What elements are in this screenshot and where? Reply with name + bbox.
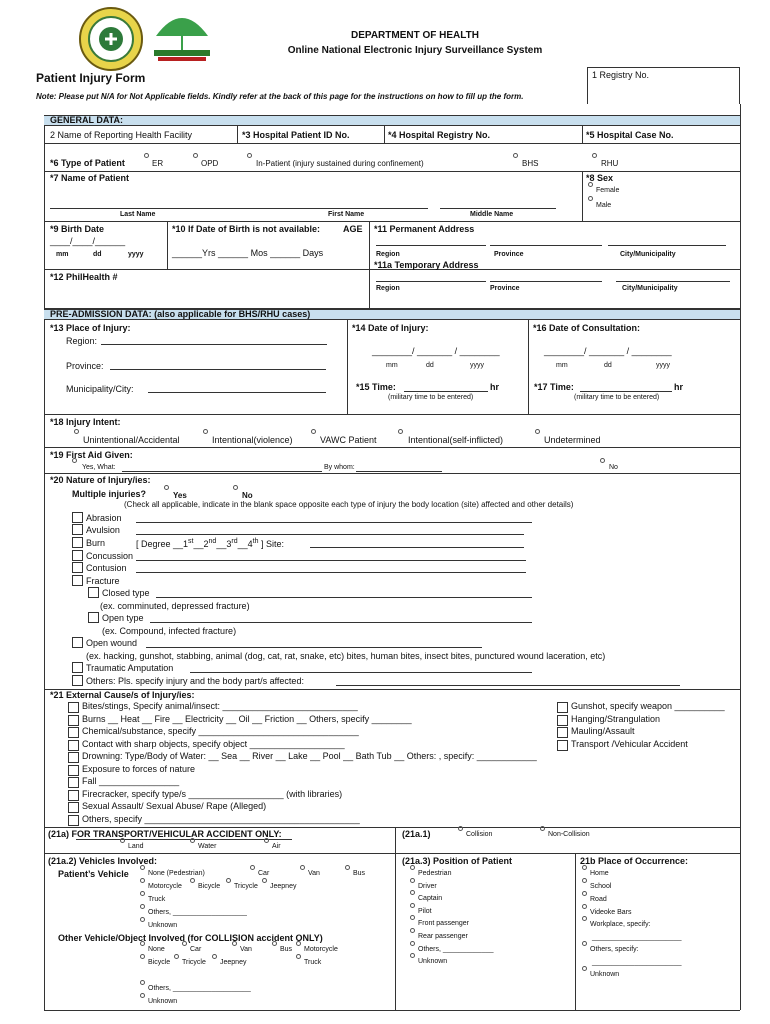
pv-others-radio[interactable] <box>140 904 145 909</box>
degree-th: th <box>252 538 259 545</box>
first-aid-yes-label: Yes, What: <box>82 464 116 471</box>
position-opt-label: Captain <box>418 895 443 903</box>
nature-instruction: (Check all applicable, indicate in the blank space opposite each type of injury the body location (site) affected and other details) <box>124 500 574 509</box>
ov-opt-label: None <box>148 946 165 953</box>
birth-mm: mm <box>56 251 69 258</box>
field-11a-label: *11a Temporary Address <box>374 260 479 270</box>
field-10-label: *10 If Date of Birth is not available: <box>172 224 321 234</box>
burn-site-label: ] Site: <box>260 539 284 549</box>
consult-time-hr: hr <box>674 382 683 392</box>
ov-unknown-radio[interactable] <box>140 993 145 998</box>
first-aid-bywhom-label: By whom: <box>324 464 355 471</box>
external-left-checkbox[interactable] <box>68 715 79 726</box>
external-left-label: Others, specify ___________________________________________ <box>82 814 360 824</box>
place-opt-radio[interactable] <box>582 865 587 870</box>
pv-opt-radio[interactable] <box>190 878 195 883</box>
external-left-label: Firecracker, specify type/s ___________________ (with libraries) <box>82 789 343 799</box>
open-type-example: (ex. Compound, infected fracture) <box>102 626 237 636</box>
pv-opt-radio[interactable] <box>250 865 255 870</box>
type-inpatient-label: In-Patient (injury sustained during confinement) <box>256 159 424 168</box>
pv-opt-label: Motorcycle <box>148 883 182 890</box>
intent-self-label: Intentional(self-inflicted) <box>408 435 504 445</box>
field-7-label: *7 Name of Patient <box>50 173 130 183</box>
field-15-label: *15 Time: <box>356 382 396 392</box>
general-data-heading: GENERAL DATA: <box>50 115 123 125</box>
type-rhu-label: RHU <box>601 159 619 168</box>
ov-opt-label: Car <box>190 946 202 953</box>
birth-date-blank[interactable]: ____/____/______ <box>50 236 126 246</box>
avulsion-checkbox[interactable] <box>72 524 83 535</box>
sex-female-radio[interactable] <box>588 182 593 187</box>
place-opt-label: Unknown <box>590 971 620 978</box>
age-label: AGE <box>343 224 363 234</box>
field-13-label: *13 Place of Injury: <box>50 323 131 333</box>
concussion-checkbox[interactable] <box>72 550 83 561</box>
ov-opt-label: Jeepney <box>220 959 247 966</box>
ov-opt-radio[interactable] <box>296 954 301 959</box>
pv-opt-label: Van <box>308 870 320 877</box>
birth-dd: dd <box>93 251 102 258</box>
place-opt-label: School <box>590 883 612 890</box>
mode-land-radio[interactable] <box>120 838 125 843</box>
position-opt-radio[interactable] <box>410 903 415 908</box>
collision-radio[interactable] <box>458 826 463 831</box>
external-left-label: Chemical/substance, specify ________________________________ <box>82 726 359 736</box>
injury-city-line[interactable] <box>148 392 326 393</box>
fracture-checkbox[interactable] <box>72 575 83 586</box>
intent-unintentional-radio[interactable] <box>74 429 79 434</box>
burn-checkbox[interactable] <box>72 537 83 548</box>
external-left-checkbox[interactable] <box>68 790 79 801</box>
abrasion-checkbox[interactable] <box>72 512 83 523</box>
field-21b-label: 21b Place of Occurrence: <box>580 856 689 866</box>
field-2-input[interactable] <box>46 140 234 143</box>
type-opd-radio[interactable] <box>193 153 198 158</box>
ov-others-label: Others, ____________________ <box>148 985 251 992</box>
field-20-label: *20 Nature of Injury/ies: <box>50 475 151 485</box>
preadmission-heading: PRE-ADMISSION DATA: (also applicable for BHS/RHU cases) <box>50 309 311 319</box>
multiple-yes-label: Yes <box>173 491 187 500</box>
patient-vehicle-label: Patient’s Vehicle <box>58 869 129 879</box>
type-bhs-label: BHS <box>522 159 539 168</box>
external-right-checkbox[interactable] <box>557 702 568 713</box>
burn-site-line[interactable] <box>310 547 524 548</box>
place-opt-radio[interactable] <box>582 941 587 946</box>
external-right-label: Mauling/Assault <box>571 726 635 736</box>
first-name-line[interactable] <box>258 208 428 209</box>
other-vehicle-label: Other Vehicle/Object Involved (for COLLISION accident ONLY) <box>58 933 323 943</box>
nature-others-label: Others: Pls. specify injury and the body part/s affected: <box>86 676 304 686</box>
external-right-label: Transport /Vehicular Accident <box>571 739 688 749</box>
burn-degree-prefix: [ Degree __1 <box>136 539 189 549</box>
amputation-checkbox[interactable] <box>72 662 83 673</box>
place-opt-radio[interactable] <box>582 904 587 909</box>
pv-opt-label: Bus <box>353 870 366 877</box>
perm-province-caption: Province <box>494 251 524 258</box>
position-opt-radio[interactable] <box>410 915 415 920</box>
external-left-checkbox[interactable] <box>68 765 79 776</box>
consult-time-line[interactable] <box>580 391 672 392</box>
pv-opt-radio[interactable] <box>300 865 305 870</box>
pv-opt-label: Jeepney <box>270 883 297 890</box>
age-fields[interactable]: ______Yrs ______ Mos ______ Days <box>172 248 324 258</box>
type-opd-label: OPD <box>201 159 219 168</box>
field-11-label: *11 Permanent Address <box>374 224 475 234</box>
type-bhs-radio[interactable] <box>513 153 518 158</box>
open-wound-checkbox[interactable] <box>72 637 83 648</box>
place-opt-label: Workplace, specify: <box>590 921 651 928</box>
field-21-label: *21 External Cause/s of Injury/ies: <box>50 690 195 700</box>
ov-opt-label: Motorcycle <box>304 946 338 953</box>
open-wound-example: (ex. hacking, gunshot, stabbing, animal (dog, cat, rat, snake, etc) bites, human bites, insect bites, punctured wound laceration, etc) <box>86 651 606 661</box>
fracture-label: Fracture <box>86 576 120 586</box>
position-opt-radio[interactable] <box>410 941 415 946</box>
abrasion-label: Abrasion <box>86 513 122 523</box>
ov-opt-radio[interactable] <box>140 941 145 946</box>
intent-undetermined-radio[interactable] <box>535 429 540 434</box>
burn-degree-group[interactable] <box>136 538 284 549</box>
department-title: DEPARTMENT OF HEALTH <box>351 30 479 41</box>
pv-opt-label: Car <box>258 870 270 877</box>
position-opt-label: Pedestrian <box>418 870 452 877</box>
field-19-label: *19 First Aid Given: <box>50 450 133 460</box>
type-er-radio[interactable] <box>144 153 149 158</box>
pv-opt-label: Tricycle <box>234 883 258 890</box>
position-opt-label: Front passenger <box>418 920 469 928</box>
ov-opt-radio[interactable] <box>272 941 277 946</box>
field-21a1-label: (21a.1) <box>402 829 431 839</box>
position-opt-radio[interactable] <box>410 878 415 883</box>
field-6-label: *6 Type of Patient <box>50 158 125 168</box>
place-specify-line[interactable]: _______________________ <box>592 959 682 966</box>
pv-opt-label: None (Pedestrian) <box>148 870 205 877</box>
injury-mm: mm <box>386 362 398 369</box>
perm-region-line[interactable] <box>376 245 486 246</box>
pv-opt-radio[interactable] <box>140 878 145 883</box>
ov-opt-label: Bus <box>280 946 293 953</box>
consult-yyyy: yyyy <box>656 362 670 369</box>
first-aid-no-label: No <box>609 464 618 471</box>
mode-air-label: Air <box>272 843 281 850</box>
avulsion-label: Avulsion <box>86 525 120 535</box>
form-title: Patient Injury Form <box>36 71 146 85</box>
intent-self-radio[interactable] <box>398 429 403 434</box>
consult-mm: mm <box>556 362 568 369</box>
frame-right <box>740 104 741 1010</box>
external-left-checkbox[interactable] <box>68 752 79 763</box>
external-right-checkbox[interactable] <box>557 740 568 751</box>
ov-opt-label: Van <box>240 946 252 953</box>
ov-opt-radio[interactable] <box>232 941 237 946</box>
external-left-label: Contact with sharp objects, specify object ___________________ <box>82 739 345 749</box>
sex-female-label: Female <box>596 187 620 194</box>
open-wound-line[interactable] <box>146 647 482 648</box>
field-3-label: *3 Hospital Patient ID No. <box>242 130 350 140</box>
ov-opt-label: Truck <box>304 959 322 966</box>
last-name-caption: Last Name <box>120 211 156 218</box>
concussion-line[interactable] <box>136 560 526 561</box>
closed-type-checkbox[interactable] <box>88 587 99 598</box>
open-type-checkbox[interactable] <box>88 612 99 623</box>
perm-region-caption: Region <box>376 251 400 258</box>
place-opt-radio[interactable] <box>582 916 587 921</box>
open-wound-label: Open wound <box>86 638 138 648</box>
pv-truck-label: Truck <box>148 896 166 903</box>
pv-opt-radio[interactable] <box>140 865 145 870</box>
external-left-checkbox[interactable] <box>68 815 79 826</box>
consult-date-blank[interactable]: ________/ _______ / ________ <box>544 346 672 356</box>
perm-province-line[interactable] <box>490 245 602 246</box>
ov-others-radio[interactable] <box>140 980 145 985</box>
injury-dd: dd <box>426 362 434 369</box>
first-aid-whom-line[interactable] <box>356 471 442 472</box>
field-2-label: 2 Name of Reporting Health Facility <box>50 130 193 140</box>
field-5-label: *5 Hospital Case No. <box>586 130 674 140</box>
external-right-checkbox[interactable] <box>557 727 568 738</box>
pv-opt-radio[interactable] <box>345 865 350 870</box>
position-opt-radio[interactable] <box>410 890 415 895</box>
place-opt-radio[interactable] <box>582 878 587 883</box>
position-opt-label: Rear passenger <box>418 933 468 940</box>
intent-undetermined-label: Undetermined <box>544 435 601 445</box>
middle-name-line[interactable] <box>440 208 556 209</box>
pv-unknown-radio[interactable] <box>140 917 145 922</box>
type-er-label: ER <box>152 159 164 168</box>
ov-opt-radio[interactable] <box>140 954 145 959</box>
injury-date-blank[interactable]: ________/ _______ / ________ <box>372 346 500 356</box>
field-17-label: *17 Time: <box>534 382 574 392</box>
external-left-label: Sexual Assault/ Sexual Abuse/ Rape (Alleged) <box>82 801 267 811</box>
intent-unintentional-label: Unintentional/Accidental <box>83 435 180 445</box>
position-opt-label: Unknown <box>418 958 448 966</box>
field-4-label: *4 Hospital Registry No. <box>388 130 491 140</box>
closed-type-label: Closed type <box>102 588 150 598</box>
injury-region-line[interactable] <box>101 344 327 345</box>
open-type-label: Open type <box>102 613 144 623</box>
temp-province-line[interactable] <box>490 281 602 282</box>
external-left-label: Burns __ Heat __ Fire __ Electricity __ Oil __ Friction __ Others, specify ________ <box>82 714 412 724</box>
place-specify-line[interactable]: _______________________ <box>592 934 682 941</box>
nature-others-line[interactable] <box>336 685 680 686</box>
contusion-line[interactable] <box>136 572 526 573</box>
consult-time-note: (military time to be entered) <box>574 394 660 401</box>
field-16-label: *16 Date of Consultation: <box>533 323 641 333</box>
field-14-label: *14 Date of Injury: <box>352 323 429 333</box>
temp-city-caption: City/Municipality <box>622 285 678 292</box>
noncollision-radio[interactable] <box>540 826 545 831</box>
external-left-checkbox[interactable] <box>68 702 79 713</box>
province-label: Province: <box>66 361 104 371</box>
position-opt-radio[interactable] <box>410 928 415 933</box>
injury-yyyy: yyyy <box>470 362 484 369</box>
field-8-label: *8 Sex <box>586 173 614 183</box>
ov-opt-radio[interactable] <box>296 941 301 946</box>
first-name-caption: First Name <box>328 211 365 218</box>
place-opt-label: Videoke Bars <box>590 909 632 916</box>
consult-dd: dd <box>604 362 612 369</box>
mode-land-label: Land <box>128 843 144 850</box>
system-title: Online National Electronic Injury Surveillance System <box>287 45 543 56</box>
injury-time-hr: hr <box>490 382 499 392</box>
position-opt-label: Others, _____________ <box>418 945 494 953</box>
degree-nd: nd <box>208 538 217 545</box>
multiple-yes-radio[interactable] <box>164 485 169 490</box>
position-opt-label: Driver <box>418 882 437 890</box>
pv-opt-radio[interactable] <box>262 878 267 883</box>
degree-4: __4 <box>237 539 253 549</box>
external-left-label: Drowning: Type/Body of Water: __ Sea __ River __ Lake __ Pool __ Bath Tub __ Others: , specify: ____________ <box>82 751 537 761</box>
pv-opt-radio[interactable] <box>226 878 231 883</box>
burn-label: Burn <box>86 538 106 548</box>
degree-st: st <box>188 538 194 545</box>
form-note: Note: Please put N/A for Not Applicable fields. Kindly refer at the back of this page for the instructions on how to fill up the form. <box>36 92 524 101</box>
external-right-label: Hanging/Strangulation <box>571 714 661 724</box>
mode-air-radio[interactable] <box>264 838 269 843</box>
multiple-no-radio[interactable] <box>233 485 238 490</box>
external-left-label: Exposure to forces of nature <box>82 764 196 774</box>
intent-vawc-radio[interactable] <box>311 429 316 434</box>
ov-opt-radio[interactable] <box>174 954 179 959</box>
ov-opt-label: Tricycle <box>182 959 206 966</box>
perm-city-line[interactable] <box>608 245 726 246</box>
multiple-injuries-label: Multiple injuries? <box>72 489 147 499</box>
temp-region-line[interactable] <box>376 281 486 282</box>
amputation-label: Traumatic Amputation <box>86 663 174 673</box>
perm-city-caption: City/Municipality <box>620 251 676 258</box>
ov-opt-radio[interactable] <box>212 954 217 959</box>
contusion-label: Contusion <box>86 563 127 573</box>
place-opt-label: Road <box>590 896 607 903</box>
first-aid-no-radio[interactable] <box>600 458 605 463</box>
temp-city-line[interactable] <box>616 281 730 282</box>
field-21a-label: (21a) FOR TRANSPORT/VEHICULAR ACCIDENT ONLY: <box>48 829 282 839</box>
external-right-checkbox[interactable] <box>557 715 568 726</box>
sex-male-radio[interactable] <box>588 196 593 201</box>
noncollision-label: Non-Collision <box>548 831 590 838</box>
injury-time-line[interactable] <box>404 391 488 392</box>
closed-type-line[interactable] <box>156 597 532 598</box>
position-opt-radio[interactable] <box>410 953 415 958</box>
pv-opt-label: Bicycle <box>198 883 221 890</box>
field-21a3-label: (21a.3) Position of Patient <box>402 856 513 866</box>
collision-label: Collision <box>466 831 493 838</box>
place-opt-radio[interactable] <box>582 966 587 971</box>
municipality-label: Municipality/City: <box>66 384 134 394</box>
region-label: Region: <box>66 336 98 346</box>
concussion-label: Concussion <box>86 551 134 561</box>
pv-others-label: Others, ___________________ <box>148 909 247 916</box>
external-left-checkbox[interactable] <box>68 777 79 788</box>
general-data-band <box>44 115 740 126</box>
birth-yyyy: yyyy <box>128 251 144 258</box>
intent-violence-radio[interactable] <box>203 429 208 434</box>
last-name-line[interactable] <box>50 208 270 209</box>
degree-rd: rd <box>231 538 238 545</box>
contusion-checkbox[interactable] <box>72 562 83 573</box>
degree-3: __3 <box>216 539 232 549</box>
ov-opt-label: Bicycle <box>148 959 171 966</box>
intent-violence-label: Intentional(violence) <box>212 435 293 445</box>
field-18-label: *18 Injury Intent: <box>50 417 121 427</box>
intent-vawc-label: VAWC Patient <box>320 435 377 445</box>
external-left-label: Bites/stings, Specify animal/insect: ___________________________ <box>82 701 358 711</box>
place-opt-label: Others, specify: <box>590 946 639 953</box>
pv-unknown-label: Unknown <box>148 922 178 929</box>
ov-unknown-label: Unknown <box>148 998 178 1005</box>
first-aid-what-line[interactable] <box>122 471 322 472</box>
nature-others-checkbox[interactable] <box>72 675 83 686</box>
place-opt-radio[interactable] <box>582 891 587 896</box>
mode-water-label: Water <box>198 843 217 850</box>
injury-province-line[interactable] <box>110 369 326 370</box>
position-opt-radio[interactable] <box>410 865 415 870</box>
injury-time-note: (military time to be entered) <box>388 394 474 401</box>
external-left-checkbox[interactable] <box>68 802 79 813</box>
external-right-label: Gunshot, specify weapon __________ <box>571 701 725 711</box>
type-rhu-radio[interactable] <box>592 153 597 158</box>
frame-left <box>44 115 45 1010</box>
degree-2: __2 <box>193 539 209 549</box>
field-9-label: *9 Birth Date <box>50 224 105 234</box>
ov-opt-radio[interactable] <box>182 941 187 946</box>
temp-province-caption: Province <box>490 285 520 292</box>
place-opt-label: Home <box>590 870 609 877</box>
avulsion-line[interactable] <box>136 534 524 535</box>
amputation-line[interactable] <box>190 672 532 673</box>
mode-water-radio[interactable] <box>190 838 195 843</box>
first-aid-yes-radio[interactable] <box>72 458 77 463</box>
closed-type-example: (ex. comminuted, depressed fracture) <box>100 601 250 611</box>
sex-male-label: Male <box>596 202 612 209</box>
field-12-label: *12 PhilHealth # <box>50 272 118 282</box>
middle-name-caption: Middle Name <box>470 211 514 218</box>
position-opt-label: Pilot <box>418 907 432 915</box>
type-inpatient-radio[interactable] <box>247 153 252 158</box>
open-type-line[interactable] <box>150 622 532 623</box>
pv-truck-radio[interactable] <box>140 891 145 896</box>
multiple-no-label: No <box>242 491 253 500</box>
external-left-checkbox[interactable] <box>68 740 79 751</box>
external-left-checkbox[interactable] <box>68 727 79 738</box>
external-left-label: Fall ________________ <box>82 776 180 786</box>
temp-region-caption: Region <box>376 285 400 292</box>
abrasion-line[interactable] <box>136 522 532 523</box>
registry-label: 1 Registry No. <box>592 70 650 80</box>
field-21a2-label: (21a.2) Vehicles Involved: <box>48 856 158 866</box>
